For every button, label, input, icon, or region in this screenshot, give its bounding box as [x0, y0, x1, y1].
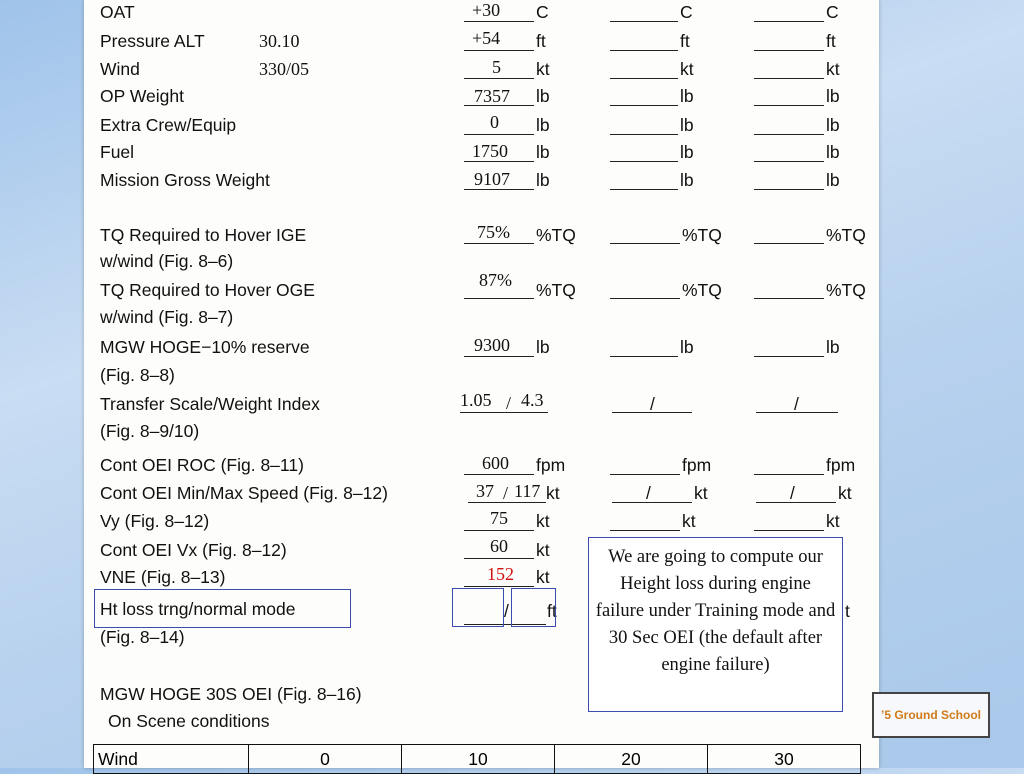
- label-mgw-hoge-30s: MGW HOGE 30S OEI (Fig. 8–16): [100, 684, 362, 704]
- separator-slash: /: [650, 394, 655, 414]
- unit-minmax: kt: [546, 483, 560, 503]
- label-vne: VNE (Fig. 8–13): [100, 567, 226, 587]
- unit-col2: %TQ: [682, 225, 722, 245]
- label-pressure-alt: Pressure ALT: [100, 31, 205, 51]
- unit-col3: C: [826, 2, 839, 22]
- blank-line: [464, 134, 534, 135]
- value-vy: 75: [490, 508, 508, 528]
- separator-slash: /: [790, 483, 795, 503]
- highlight-ht-loss-label: [94, 589, 351, 628]
- label-vy: Vy (Fig. 8–12): [100, 511, 210, 531]
- unit-oat: C: [536, 2, 549, 22]
- unit-col2: lb: [680, 170, 694, 190]
- note-wind: 330/05: [259, 59, 310, 79]
- blank-line: [464, 243, 534, 244]
- unit-wind: kt: [536, 59, 550, 79]
- unit-col3: lb: [826, 142, 840, 162]
- blank-line: [754, 530, 824, 531]
- separator-slash: /: [506, 393, 512, 413]
- label-fuel: Fuel: [100, 142, 135, 162]
- blank-line: [754, 243, 824, 244]
- table-cell: 30: [708, 745, 861, 774]
- value-max-speed: 117: [514, 481, 541, 501]
- unit-tq-oge: %TQ: [536, 280, 576, 300]
- blank-line: [754, 298, 824, 299]
- highlight-normal-mode-blank: [511, 588, 556, 627]
- unit-extra-crew: lb: [536, 115, 550, 135]
- blank-line: [610, 78, 678, 79]
- unit-tq-ige: %TQ: [536, 225, 576, 245]
- label-on-scene: On Scene conditions: [108, 711, 270, 731]
- blank-line: [754, 356, 824, 357]
- label-cont-oei-roc: Cont OEI ROC (Fig. 8–11): [100, 455, 304, 475]
- unit-mission-gross-weight: lb: [536, 170, 550, 190]
- unit-col2: lb: [680, 337, 694, 357]
- value-op-weight: 7357: [474, 86, 510, 106]
- blank-line: [754, 21, 824, 22]
- blank-line: [464, 298, 534, 299]
- unit-col2: ft: [680, 31, 690, 51]
- unit-col2: lb: [680, 86, 694, 106]
- unit-col3: %TQ: [826, 225, 866, 245]
- blank-line: [464, 530, 534, 531]
- value-transfer-scale: 1.05: [460, 390, 492, 410]
- label-ht-loss: Ht loss trng/normal mode: [100, 599, 296, 619]
- blank-line: [610, 356, 678, 357]
- unit-col3: lb: [826, 86, 840, 106]
- label-wind: Wind: [100, 59, 140, 79]
- unit-col2: C: [680, 2, 693, 22]
- label-tq-ige: TQ Required to Hover IGE: [100, 225, 307, 245]
- blank-line: [610, 243, 680, 244]
- value-mission-gross-weight: 9107: [474, 169, 510, 189]
- unit-op-weight: lb: [536, 86, 550, 106]
- table-cell: 0: [249, 745, 402, 774]
- unit-vne: kt: [536, 567, 550, 587]
- separator-slash: /: [503, 483, 509, 503]
- blank-line: [464, 50, 534, 51]
- label-op-weight: OP Weight: [100, 86, 184, 106]
- value-weight-index: 4.3: [521, 390, 544, 410]
- unit-col3: %TQ: [826, 280, 866, 300]
- label-mgw-hoge-fig: (Fig. 8–8): [100, 365, 175, 385]
- blank-line: [464, 558, 534, 559]
- value-fuel: 1750: [472, 141, 508, 161]
- unit-cont-oei-roc: fpm: [536, 455, 566, 475]
- blank-line: [754, 105, 824, 106]
- unit-col3: kt: [826, 59, 840, 79]
- unit-vy: kt: [536, 511, 550, 531]
- unit-col2: kt: [680, 59, 694, 79]
- value-oat: +30: [472, 0, 501, 20]
- label-oat: OAT: [100, 2, 135, 22]
- unit-col2: kt: [682, 511, 696, 531]
- value-extra-crew: 0: [490, 112, 499, 132]
- value-min-speed: 37: [476, 481, 494, 501]
- separator-slash: /: [504, 601, 509, 621]
- blank-line: [754, 161, 824, 162]
- blank-line: [754, 189, 824, 190]
- blank-line: [756, 502, 836, 503]
- value-vne: 152: [487, 564, 514, 584]
- explanation-callout: We are going to compute our Height loss during engine failure under Training mode and 30 Sec OEI (the default after engine failure): [588, 537, 843, 712]
- blank-line: [464, 189, 534, 190]
- ground-school-banner: ’5 Ground School: [872, 692, 990, 738]
- unit-mgw-hoge: lb: [536, 337, 550, 357]
- table-header-wind: Wind: [94, 745, 249, 774]
- label-transfer-scale-fig: (Fig. 8–9/10): [100, 421, 200, 441]
- highlight-training-mode-blank: [452, 588, 504, 627]
- note-pressure-alt: 30.10: [259, 31, 300, 51]
- value-vx: 60: [490, 536, 508, 556]
- separator-slash: /: [646, 483, 651, 503]
- table-cell: 20: [555, 745, 708, 774]
- label-transfer-scale: Transfer Scale/Weight Index: [100, 394, 320, 414]
- unit-col3: ft: [826, 31, 836, 51]
- value-mgw-hoge: 9300: [474, 335, 510, 355]
- unit-col3: lb: [826, 337, 840, 357]
- blank-line: [610, 161, 678, 162]
- unit-col3: t: [845, 601, 850, 621]
- label-tq-ige-fig: w/wind (Fig. 8–6): [100, 251, 234, 271]
- blank-line: [610, 21, 678, 22]
- blank-line: [754, 134, 824, 135]
- blank-line: [754, 50, 824, 51]
- wind-table: [93, 744, 861, 774]
- unit-col2: lb: [680, 115, 694, 135]
- unit-vx: kt: [536, 540, 550, 560]
- unit-col3: fpm: [826, 455, 856, 475]
- blank-line: [464, 474, 534, 475]
- unit-col3: lb: [826, 170, 840, 190]
- blank-line: [610, 50, 678, 51]
- unit-col2: fpm: [682, 455, 712, 475]
- unit-ht-loss: ft: [547, 601, 557, 621]
- blank-line: [754, 474, 824, 475]
- label-cont-oei-minmax: Cont OEI Min/Max Speed (Fig. 8–12): [100, 483, 388, 503]
- label-extra-crew: Extra Crew/Equip: [100, 115, 237, 135]
- blank-line: [464, 161, 534, 162]
- blank-line: [610, 134, 678, 135]
- blank-line: [464, 586, 534, 587]
- value-wind: 5: [492, 57, 501, 77]
- label-mgw-hoge: MGW HOGE−10% reserve: [100, 337, 310, 357]
- blank-line: [610, 298, 680, 299]
- value-cont-oei-roc: 600: [482, 453, 509, 473]
- label-tq-oge: TQ Required to Hover OGE: [100, 280, 315, 300]
- blank-line: [754, 78, 824, 79]
- blank-line: [610, 530, 680, 531]
- unit-col2: kt: [694, 483, 708, 503]
- unit-fuel: lb: [536, 142, 550, 162]
- blank-line: [464, 78, 534, 79]
- label-ht-loss-fig: (Fig. 8–14): [100, 627, 185, 647]
- blank-line: [610, 189, 678, 190]
- value-pressure-alt: +54: [472, 28, 501, 48]
- unit-col3: kt: [826, 511, 840, 531]
- label-tq-oge-fig: w/wind (Fig. 8–7): [100, 307, 234, 327]
- blank-line: [460, 412, 548, 413]
- label-mission-gross-weight: Mission Gross Weight: [100, 170, 270, 190]
- blank-line: [610, 474, 680, 475]
- value-tq-ige: 75%: [477, 222, 510, 242]
- unit-col2: lb: [680, 142, 694, 162]
- blank-line: [610, 105, 678, 106]
- unit-col2: %TQ: [682, 280, 722, 300]
- blank-line: [464, 356, 534, 357]
- label-vx: Cont OEI Vx (Fig. 8–12): [100, 540, 287, 560]
- separator-slash: /: [794, 394, 799, 414]
- table-row: [94, 745, 861, 774]
- unit-pressure-alt: ft: [536, 31, 546, 51]
- unit-col3: kt: [838, 483, 852, 503]
- table-cell: 10: [402, 745, 555, 774]
- value-tq-oge: 87%: [479, 270, 512, 290]
- blank-line: [612, 502, 692, 503]
- unit-col3: lb: [826, 115, 840, 135]
- blank-line: [464, 21, 534, 22]
